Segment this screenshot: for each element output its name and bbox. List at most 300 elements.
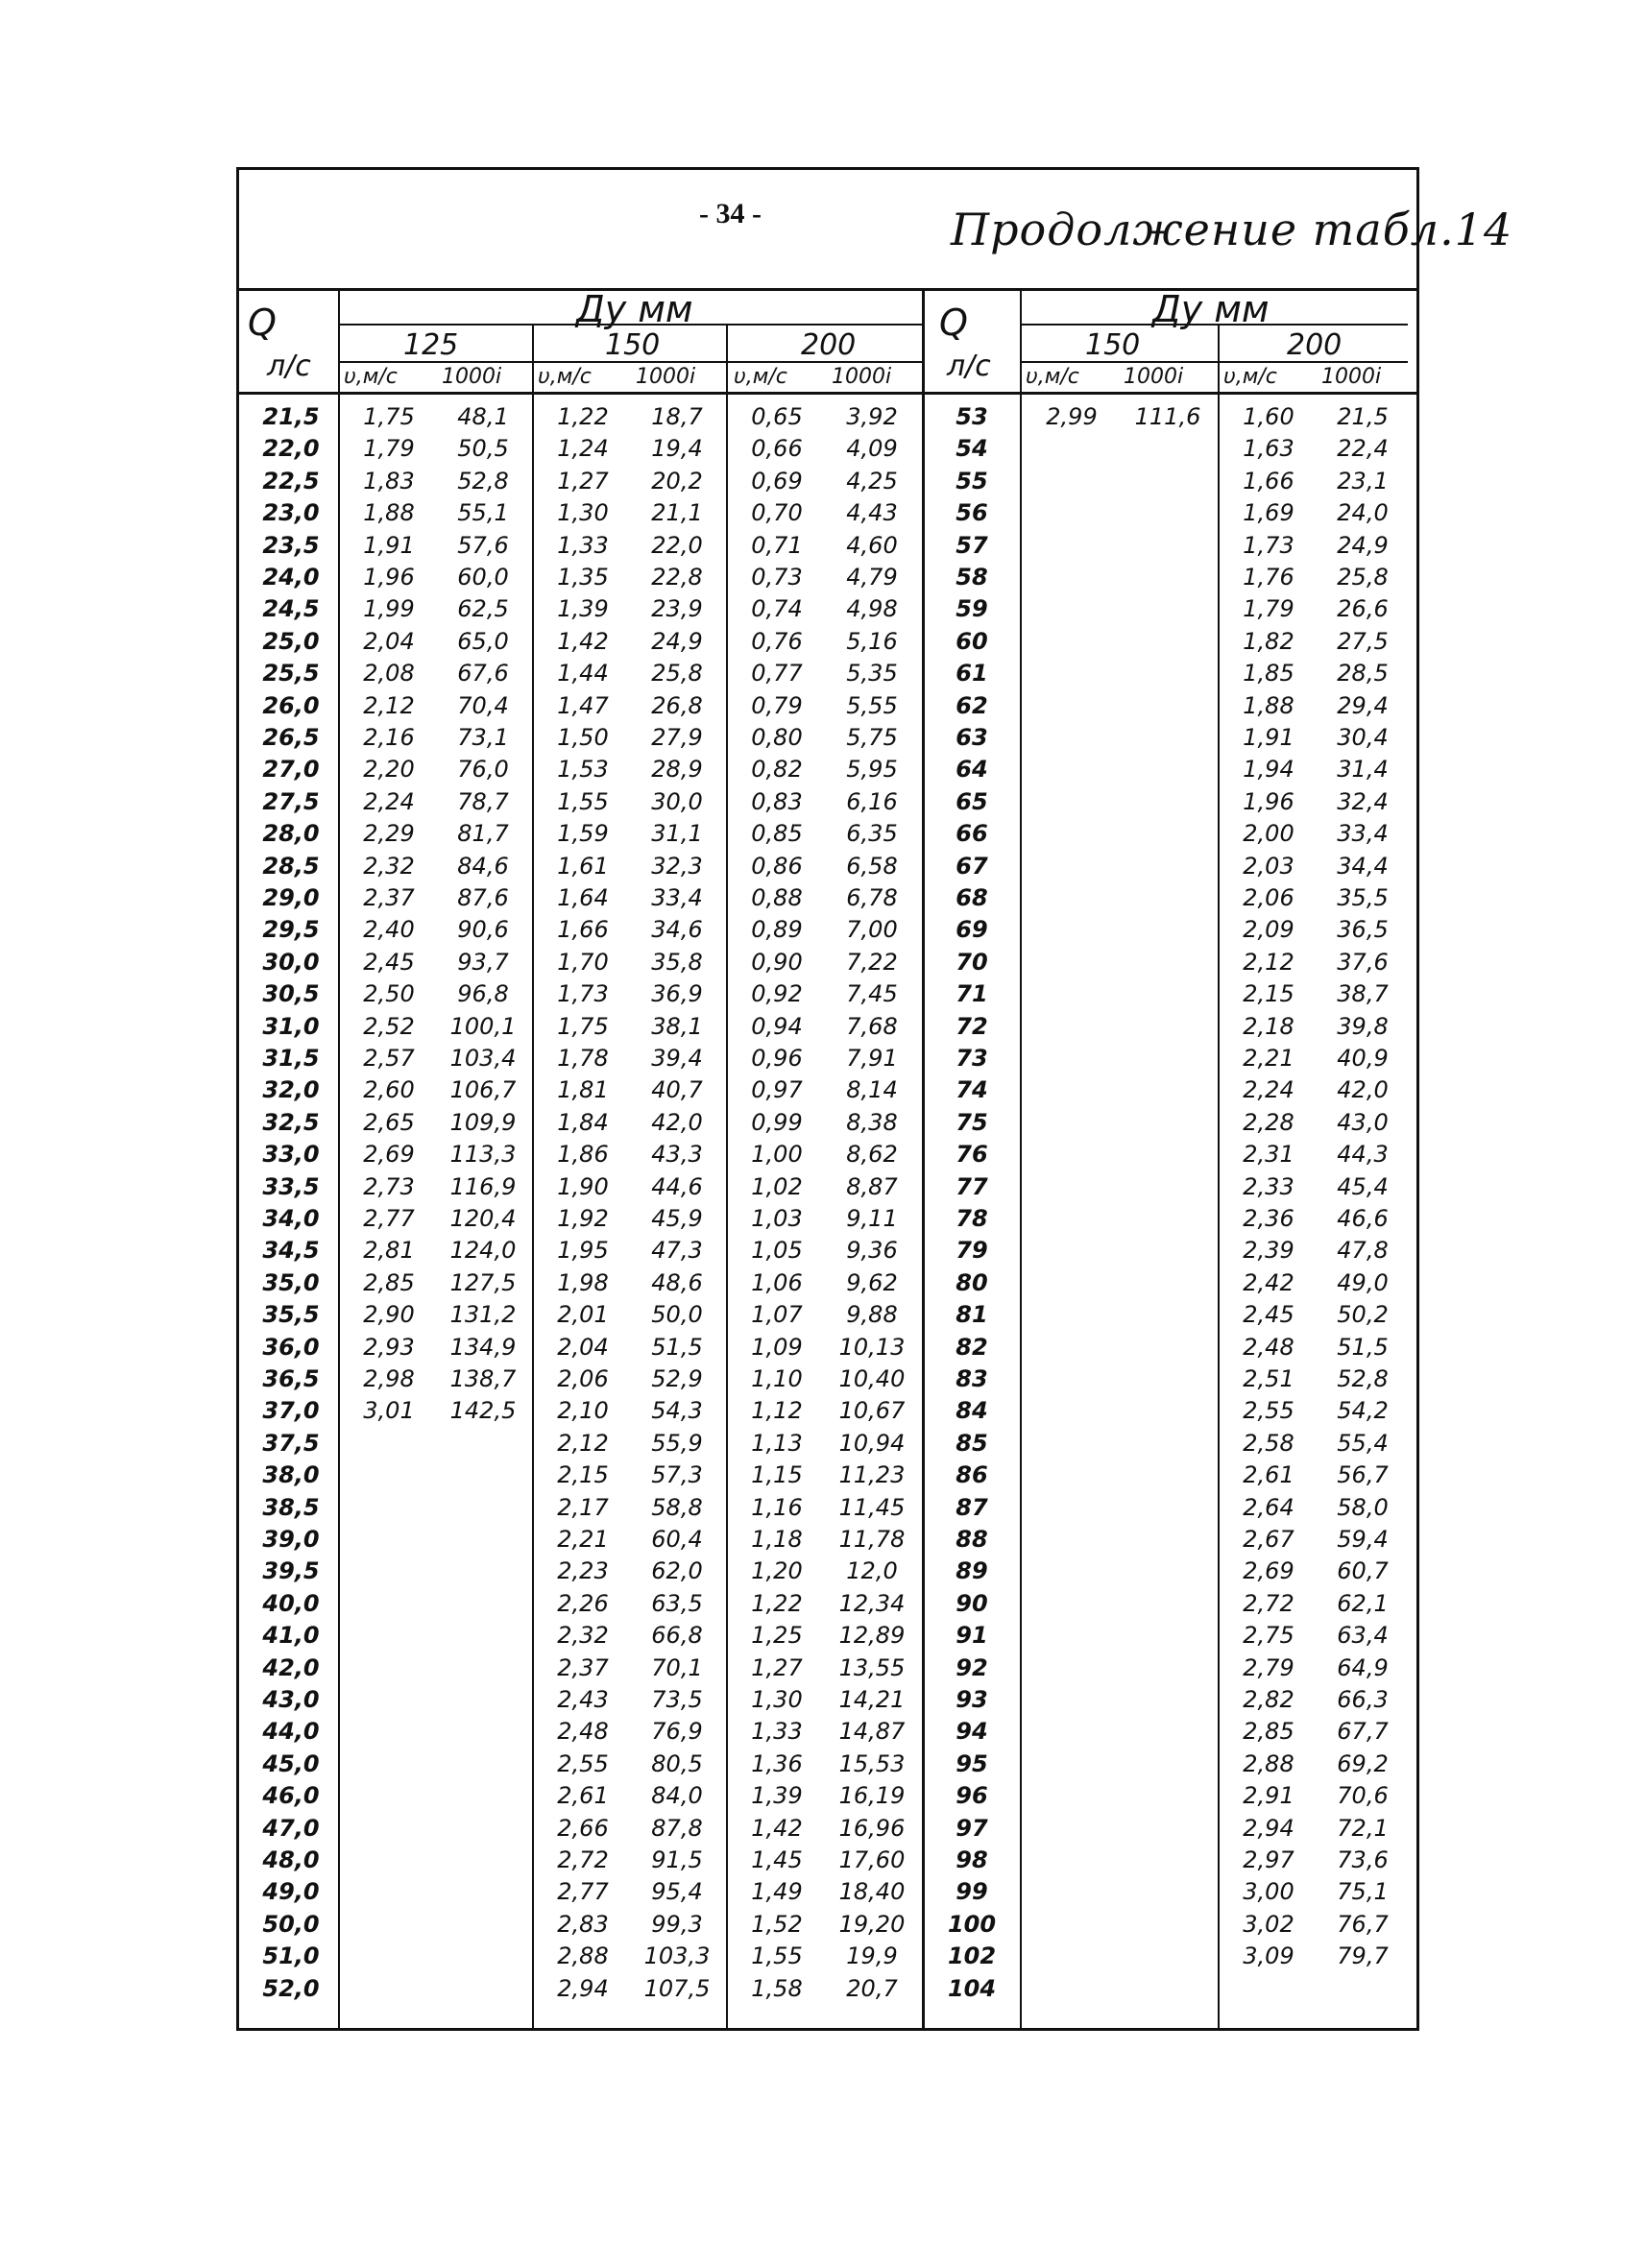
left-cell-i200: 18,40 [838,1878,906,1906]
right-cell-q: 102 [947,1942,997,1970]
left-cell-v125: 2,65 [363,1108,415,1136]
right-cell-i200: 21,5 [1337,403,1389,430]
left-cell-i200: 10,13 [838,1333,906,1361]
left-cell-i125: 52,8 [457,467,509,495]
right-cell-i200: 79,7 [1337,1942,1389,1970]
left-cell-i150: 103,3 [643,1942,711,1970]
sub-i-125: 1000i [442,365,502,389]
left-cell-v150: 1,73 [557,980,609,1008]
left-cell-v125: 2,12 [363,691,415,719]
left-cell-v150: 1,66 [557,916,609,944]
left-cell-q: 38,5 [262,1493,320,1521]
left-cell-v200: 0,69 [751,467,803,495]
right-cell-q: 76 [956,1141,988,1169]
right-cell-i200: 66,3 [1337,1686,1389,1713]
right-cell-i200: 37,6 [1337,948,1389,976]
left-cell-i200: 4,98 [846,595,898,623]
left-cell-v200: 0,79 [751,691,803,719]
right-cell-v200: 2,94 [1243,1814,1294,1842]
right-cell-i200: 46,6 [1337,1205,1389,1232]
left-cell-v150: 1,86 [557,1141,609,1169]
left-cell-v125: 2,29 [363,820,415,848]
right-cell-i200: 28,5 [1337,660,1389,688]
right-cell-q: 61 [956,660,988,688]
left-cell-i150: 62,0 [651,1557,703,1585]
sub-i-200: 1000i [832,365,892,389]
left-cell-v150: 2,77 [557,1878,609,1906]
left-cell-v150: 2,32 [557,1622,609,1650]
left-cell-i125: 103,4 [449,1045,517,1072]
left-cell-i125: 57,6 [457,531,509,559]
left-cell-v200: 0,97 [751,1076,803,1104]
right-cell-i200: 25,8 [1337,564,1389,591]
left-cell-v200: 0,92 [751,980,803,1008]
right-cell-i200: 47,8 [1337,1237,1389,1265]
left-cell-i150: 51,5 [651,1333,703,1361]
left-cell-v150: 1,81 [557,1076,609,1104]
right-cell-i200: 76,7 [1337,1910,1389,1938]
diam-label-200: 200 [801,328,857,362]
left-cell-i125: 60,0 [457,564,509,591]
left-cell-i150: 31,1 [651,820,703,848]
left-cell-v150: 2,48 [557,1718,609,1746]
right-cell-i200: 56,7 [1337,1461,1389,1489]
left-cell-q: 46,0 [262,1782,320,1810]
left-cell-q: 26,0 [262,691,320,719]
right-cell-q: 100 [947,1910,997,1938]
left-cell-i150: 32,3 [651,852,703,880]
right-cell-i200: 40,9 [1337,1045,1389,1072]
left-cell-i200: 5,35 [846,660,898,688]
left-cell-i150: 58,8 [651,1493,703,1521]
right-cell-i200: 73,6 [1337,1846,1389,1873]
left-cell-i150: 43,3 [651,1141,703,1169]
left-cell-v150: 1,53 [557,756,609,784]
left-cell-q: 36,0 [262,1333,320,1361]
left-cell-q: 33,5 [262,1172,320,1200]
right-cell-q: 70 [956,948,988,976]
right-cell-i200: 54,2 [1337,1397,1389,1425]
left-cell-i125: 73,1 [457,724,509,751]
left-cell-v200: 1,45 [751,1846,803,1873]
right-cell-v200: 2,61 [1243,1461,1294,1489]
right-cell-i200: 75,1 [1337,1878,1389,1906]
right-cell-v200: 3,02 [1243,1910,1294,1938]
left-cell-v125: 2,73 [363,1172,415,1200]
left-cell-v125: 2,04 [363,627,415,655]
right-cell-i200: 22,4 [1337,435,1389,463]
sub-i-right-150: 1000i [1124,365,1184,389]
left-cell-i200: 7,45 [846,980,898,1008]
left-cell-i150: 52,9 [651,1365,703,1392]
left-cell-v150: 2,72 [557,1846,609,1873]
left-cell-v150: 1,90 [557,1172,609,1200]
left-cell-v125: 1,88 [363,499,415,527]
left-cell-v200: 1,18 [751,1526,803,1553]
left-cell-v125: 2,60 [363,1076,415,1104]
left-cell-i200: 8,14 [846,1076,898,1104]
right-cell-q: 85 [956,1429,988,1457]
left-cell-v150: 1,47 [557,691,609,719]
right-cell-v200: 2,58 [1243,1429,1294,1457]
left-cell-v125: 2,40 [363,916,415,944]
left-cell-i200: 11,78 [838,1526,906,1553]
left-cell-q: 25,0 [262,627,320,655]
left-cell-v200: 1,05 [751,1237,803,1265]
right-cell-q: 74 [956,1076,988,1104]
right-cell-v200: 2,00 [1243,820,1294,848]
left-cell-i150: 24,9 [651,627,703,655]
left-cell-i200: 10,67 [838,1397,906,1425]
left-cell-v200: 0,80 [751,724,803,751]
left-cell-i200: 5,55 [846,691,898,719]
diam-label-150: 150 [605,328,661,362]
left-cell-q: 36,5 [262,1365,320,1392]
left-cell-i200: 7,00 [846,916,898,944]
right-cell-q: 93 [956,1686,988,1713]
right-cell-q: 64 [956,756,988,784]
left-cell-i200: 14,21 [838,1686,906,1713]
left-cell-i200: 8,62 [846,1141,898,1169]
left-cell-i150: 33,4 [651,884,703,911]
left-cell-v200: 1,22 [751,1589,803,1617]
left-cell-v150: 2,83 [557,1910,609,1938]
left-cell-v200: 0,90 [751,948,803,976]
left-cell-v200: 0,70 [751,499,803,527]
left-cell-v125: 1,83 [363,467,415,495]
right-cell-i200: 23,1 [1337,467,1389,495]
sub-i-right-200: 1000i [1321,365,1382,389]
sub-v-200: υ,м/с [734,365,787,389]
left-cell-i150: 18,7 [651,403,703,430]
right-cell-q: 82 [956,1333,988,1361]
left-cell-v200: 1,02 [751,1172,803,1200]
left-cell-q: 41,0 [262,1622,320,1650]
left-cell-v200: 1,58 [751,1974,803,2002]
right-cell-v200: 1,60 [1243,403,1294,430]
left-cell-i200: 16,19 [838,1782,906,1810]
right-cell-v200: 3,09 [1243,1942,1294,1970]
right-cell-v200: 2,82 [1243,1686,1294,1713]
left-cell-v200: 1,03 [751,1205,803,1232]
left-cell-i150: 45,9 [651,1205,703,1232]
right-cell-q: 86 [956,1461,988,1489]
left-cell-q: 23,0 [262,499,320,527]
right-cell-i200: 59,4 [1337,1526,1389,1553]
left-cell-q: 49,0 [262,1878,320,1906]
left-cell-v125: 1,91 [363,531,415,559]
right-cell-q: 53 [956,403,988,430]
left-cell-q: 38,0 [262,1461,320,1489]
left-cell-q: 32,5 [262,1108,320,1136]
right-cell-i200: 45,4 [1337,1172,1389,1200]
left-cell-v125: 1,99 [363,595,415,623]
left-cell-i200: 5,95 [846,756,898,784]
right-cell-q: 81 [956,1301,988,1329]
right-cell-q: 78 [956,1205,988,1232]
left-cell-v200: 1,15 [751,1461,803,1489]
right-cell-q: 80 [956,1268,988,1296]
left-cell-i200: 4,43 [846,499,898,527]
left-cell-i150: 44,6 [651,1172,703,1200]
right-cell-q: 94 [956,1718,988,1746]
left-cell-v200: 0,86 [751,852,803,880]
left-cell-v200: 1,06 [751,1268,803,1296]
left-cell-v150: 2,26 [557,1589,609,1617]
left-cell-q: 35,5 [262,1301,320,1329]
right-cell-v200: 2,24 [1243,1076,1294,1104]
left-cell-i150: 25,8 [651,660,703,688]
left-cell-v125: 1,75 [363,403,415,430]
left-cell-q: 35,0 [262,1268,320,1296]
left-cell-i150: 35,8 [651,948,703,976]
left-cell-i125: 96,8 [457,980,509,1008]
right-cell-v200: 1,96 [1243,787,1294,815]
left-cell-q: 30,0 [262,948,320,976]
left-cell-i200: 9,62 [846,1268,898,1296]
left-cell-v125: 2,90 [363,1301,415,1329]
right-cell-i200: 69,2 [1337,1749,1389,1777]
left-cell-q: 42,0 [262,1653,320,1681]
right-cell-v200: 2,21 [1243,1045,1294,1072]
left-cell-v150: 1,84 [557,1108,609,1136]
right-cell-v200: 1,85 [1243,660,1294,688]
left-cell-v150: 1,98 [557,1268,609,1296]
left-cell-q: 21,5 [262,403,320,430]
right-cell-i200: 35,5 [1337,884,1389,911]
left-cell-i150: 70,1 [651,1653,703,1681]
left-cell-v200: 1,36 [751,1749,803,1777]
right-cell-q: 54 [956,435,988,463]
left-cell-i200: 10,94 [838,1429,906,1457]
left-cell-v200: 0,74 [751,595,803,623]
right-cell-q: 72 [956,1012,988,1040]
right-cell-v200: 3,00 [1243,1878,1294,1906]
left-cell-v200: 1,39 [751,1782,803,1810]
right-cell-v200: 2,31 [1243,1141,1294,1169]
left-cell-i125: 55,1 [457,499,509,527]
left-cell-v125: 2,45 [363,948,415,976]
right-cell-v200: 1,73 [1243,531,1294,559]
left-cell-v200: 0,88 [751,884,803,911]
left-cell-i150: 34,6 [651,916,703,944]
right-cell-q: 91 [956,1622,988,1650]
left-cell-q: 26,5 [262,724,320,751]
left-cell-v200: 1,10 [751,1365,803,1392]
left-cell-i125: 65,0 [457,627,509,655]
left-cell-q: 43,0 [262,1686,320,1713]
left-cell-i200: 12,0 [846,1557,898,1585]
left-cell-i200: 4,25 [846,467,898,495]
left-cell-i150: 22,8 [651,564,703,591]
left-cell-v200: 1,27 [751,1653,803,1681]
left-cell-i200: 7,22 [846,948,898,976]
left-cell-v200: 0,83 [751,787,803,815]
left-cell-i125: 76,0 [457,756,509,784]
left-cell-i125: 70,4 [457,691,509,719]
left-cell-i125: 113,3 [449,1141,517,1169]
sub-v-150: υ,м/с [538,365,592,389]
left-cell-i125: 78,7 [457,787,509,815]
left-cell-q: 24,0 [262,564,320,591]
right-cell-q: 87 [956,1493,988,1521]
right-cell-q: 77 [956,1172,988,1200]
left-cell-i150: 26,8 [651,691,703,719]
left-cell-i150: 20,2 [651,467,703,495]
left-cell-i150: 87,8 [651,1814,703,1842]
left-cell-v125: 2,77 [363,1205,415,1232]
right-cell-v200: 1,76 [1243,564,1294,591]
left-cell-i150: 73,5 [651,1686,703,1713]
left-cell-i150: 107,5 [643,1974,711,2002]
left-cell-v200: 1,09 [751,1333,803,1361]
left-cell-i150: 19,4 [651,435,703,463]
left-cell-v200: 0,77 [751,660,803,688]
left-cell-q: 37,5 [262,1429,320,1457]
right-cell-i200: 31,4 [1337,756,1389,784]
left-cell-q: 23,5 [262,531,320,559]
left-cell-i150: 54,3 [651,1397,703,1425]
left-cell-q: 32,0 [262,1076,320,1104]
left-cell-q: 44,0 [262,1718,320,1746]
right-cell-i200: 39,8 [1337,1012,1389,1040]
left-cell-i150: 39,4 [651,1045,703,1072]
right-cell-v200: 2,15 [1243,980,1294,1008]
right-cell-q: 98 [956,1846,988,1873]
sub-v-right-150: υ,м/с [1026,365,1079,389]
left-cell-i125: 87,6 [457,884,509,911]
left-cell-i200: 14,87 [838,1718,906,1746]
left-cell-i125: 81,7 [457,820,509,848]
right-cell-q: 58 [956,564,988,591]
right-cell-q: 88 [956,1526,988,1553]
left-cell-v150: 1,70 [557,948,609,976]
left-cell-v150: 1,59 [557,820,609,848]
right-cell-q: 104 [947,1974,997,2002]
left-cell-v200: 0,76 [751,627,803,655]
right-cell-v200: 2,18 [1243,1012,1294,1040]
left-cell-i200: 13,55 [838,1653,906,1681]
col-divider-q-right [1020,290,1022,2028]
right-cell-q: 92 [956,1653,988,1681]
left-cell-v150: 1,39 [557,595,609,623]
left-cell-v200: 0,65 [751,403,803,430]
right-cell-i200: 52,8 [1337,1365,1389,1392]
right-cell-v200: 2,75 [1243,1622,1294,1650]
right-cell-q: 60 [956,627,988,655]
left-cell-v150: 1,61 [557,852,609,880]
left-cell-v200: 1,07 [751,1301,803,1329]
diam-label-right-150: 150 [1085,328,1141,362]
left-cell-i200: 5,75 [846,724,898,751]
left-cell-i125: 116,9 [449,1172,517,1200]
left-cell-v150: 1,92 [557,1205,609,1232]
left-cell-v200: 1,16 [751,1493,803,1521]
right-cell-v200: 2,36 [1243,1205,1294,1232]
right-cell-v200: 2,42 [1243,1268,1294,1296]
left-cell-v125: 3,01 [363,1397,415,1425]
left-cell-v200: 1,00 [751,1141,803,1169]
diam-underline-right [1020,361,1408,363]
left-cell-q: 34,0 [262,1205,320,1232]
left-cell-i125: 100,1 [449,1012,517,1040]
left-cell-v150: 2,23 [557,1557,609,1585]
right-cell-v200: 1,82 [1243,627,1294,655]
right-cell-v200: 2,88 [1243,1749,1294,1777]
q-unit-left: л/с [267,350,311,383]
right-cell-v200: 1,88 [1243,691,1294,719]
left-cell-i150: 57,3 [651,1461,703,1489]
right-cell-v200: 2,51 [1243,1365,1294,1392]
left-cell-i125: 93,7 [457,948,509,976]
left-cell-i150: 21,1 [651,499,703,527]
col-divider-right-150-200 [1218,325,1220,2028]
left-cell-v200: 0,96 [751,1045,803,1072]
left-cell-q: 48,0 [262,1846,320,1873]
left-cell-i200: 12,34 [838,1589,906,1617]
right-cell-v150: 2,99 [1046,403,1098,430]
left-cell-v150: 2,43 [557,1686,609,1713]
right-cell-q: 73 [956,1045,988,1072]
diam-label-right-200: 200 [1287,328,1343,362]
left-cell-i200: 19,20 [838,1910,906,1938]
left-cell-i150: 99,3 [651,1910,703,1938]
right-cell-v200: 2,85 [1243,1718,1294,1746]
right-cell-v200: 2,64 [1243,1493,1294,1521]
right-cell-i200: 29,4 [1337,691,1389,719]
right-cell-i200: 60,7 [1337,1557,1389,1585]
left-cell-q: 29,0 [262,884,320,911]
left-cell-i150: 42,0 [651,1108,703,1136]
left-cell-q: 27,0 [262,756,320,784]
right-cell-i200: 43,0 [1337,1108,1389,1136]
right-cell-i200: 30,4 [1337,724,1389,751]
left-cell-q: 24,5 [262,595,320,623]
right-cell-v200: 1,94 [1243,756,1294,784]
left-cell-i200: 16,96 [838,1814,906,1842]
left-cell-i125: 127,5 [449,1268,517,1296]
right-cell-q: 83 [956,1365,988,1392]
right-cell-v200: 2,79 [1243,1653,1294,1681]
left-cell-i150: 84,0 [651,1782,703,1810]
left-cell-i150: 36,9 [651,980,703,1008]
left-cell-i200: 20,7 [846,1974,898,2002]
left-cell-q: 22,0 [262,435,320,463]
left-cell-v150: 2,12 [557,1429,609,1457]
left-cell-i125: 48,1 [457,403,509,430]
left-cell-v125: 2,52 [363,1012,415,1040]
right-cell-v200: 2,91 [1243,1782,1294,1810]
left-cell-i150: 40,7 [651,1076,703,1104]
left-cell-v200: 1,49 [751,1878,803,1906]
right-cell-v200: 1,91 [1243,724,1294,751]
left-cell-v150: 1,42 [557,627,609,655]
right-cell-q: 84 [956,1397,988,1425]
left-cell-i150: 55,9 [651,1429,703,1457]
left-cell-i125: 84,6 [457,852,509,880]
right-cell-i200: 44,3 [1337,1141,1389,1169]
left-cell-v200: 0,94 [751,1012,803,1040]
left-cell-i125: 62,5 [457,595,509,623]
left-cell-i125: 142,5 [449,1397,517,1425]
left-cell-v200: 0,89 [751,916,803,944]
left-cell-i200: 4,79 [846,564,898,591]
left-cell-v150: 1,55 [557,787,609,815]
right-cell-q: 95 [956,1749,988,1777]
right-cell-i200: 50,2 [1337,1301,1389,1329]
right-cell-v200: 2,67 [1243,1526,1294,1553]
left-cell-i200: 8,87 [846,1172,898,1200]
